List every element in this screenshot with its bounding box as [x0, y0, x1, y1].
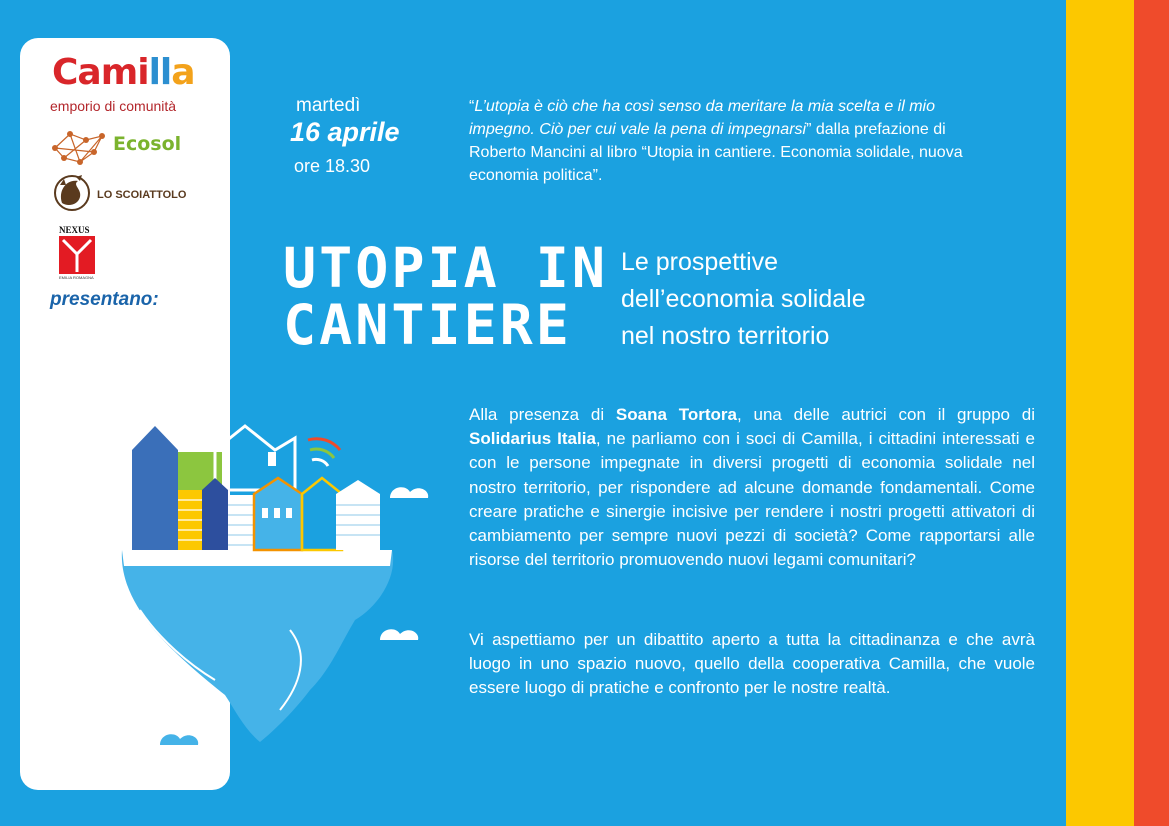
red-stripe: [1134, 0, 1169, 826]
presentano-label: presentano:: [50, 289, 159, 310]
title-line-2: CANTIERE: [283, 293, 572, 357]
quote-italic: L’utopia è ciò che ha così senso da meritare la mia scelta e il mio impegno. Ciò per cui vale la pena di impegnarsi: [469, 98, 936, 138]
description-paragraph-1: [469, 403, 1035, 572]
speaker-name: Soana Tortora: [615, 405, 737, 424]
quote-open-mark: “: [469, 98, 475, 115]
scoiattolo-logo-text: LO SCOIATTOLO: [97, 189, 187, 201]
body-text: , ne parliamo con i soci di Camilla, i cittadini interessati e con le persone impegnate in diversi progetti di economia solidale nel nostro territorio, per rispondere ad alcune domande fondamentali. Come creare pratiche e sinergie incisive per rendere i nostri progetti attivatori di cambiamento per sempre nuovi pezzi di società? Come rapportarsi alle risorse del territorio promuovendo nuovi legami comunitari?: [469, 429, 1035, 570]
yellow-stripe: [1066, 0, 1134, 826]
body-text: , una delle autrici con il gruppo di: [736, 405, 1036, 424]
title-line-1: UTOPIA IN: [283, 236, 609, 300]
camilla-logo-text-2: ll: [148, 52, 172, 93]
squirrel-icon: [52, 173, 92, 213]
description-paragraph-2: Vi aspettiamo per un dibattito aperto a tutta la cittadinanza e che avrà luogo in uno spazio nuovo, quello della cooperativa Camilla, che vuole essere luogo di pratiche e confronto per le nostre realtà.: [469, 630, 1035, 698]
nexus-logo: [59, 236, 95, 274]
quote-attribution: ” dalla prefazione di Roberto Mancini al libro “Utopia in cantiere. Economia solidale, nuova economia politica”.: [469, 121, 963, 184]
camilla-subtitle: emporio di comunità: [50, 98, 177, 114]
speech-bubble-pointer: [192, 276, 232, 326]
group-name: Solidarius Italia: [469, 429, 596, 449]
event-subtitle: [621, 244, 866, 355]
subtitle-line-3: nel nostro territorio: [621, 322, 830, 350]
nexus-logo-title: NEXUS: [59, 225, 90, 235]
camilla-logo-text-3: a: [171, 52, 195, 93]
camilla-logo: [52, 52, 195, 93]
quote-text: [469, 95, 969, 187]
event-day: martedì: [296, 95, 361, 116]
event-date: 16 aprile: [290, 117, 400, 147]
subtitle-line-2: dell’economia solidale: [621, 285, 866, 313]
event-time: ore 18.30: [294, 156, 371, 176]
event-title: [283, 236, 609, 357]
ecosol-logo-text: Ecosol: [113, 133, 182, 155]
ecosol-network-icon: [50, 128, 108, 168]
floating-island-town-illustration: [40, 390, 440, 760]
nexus-logo-subtitle: EMILIA ROMAGNA: [59, 275, 94, 280]
subtitle-line-1: Le prospettive: [621, 248, 779, 276]
body-text: Alla presenza di: [469, 405, 616, 424]
camilla-logo-text-1: Cami: [52, 52, 149, 93]
